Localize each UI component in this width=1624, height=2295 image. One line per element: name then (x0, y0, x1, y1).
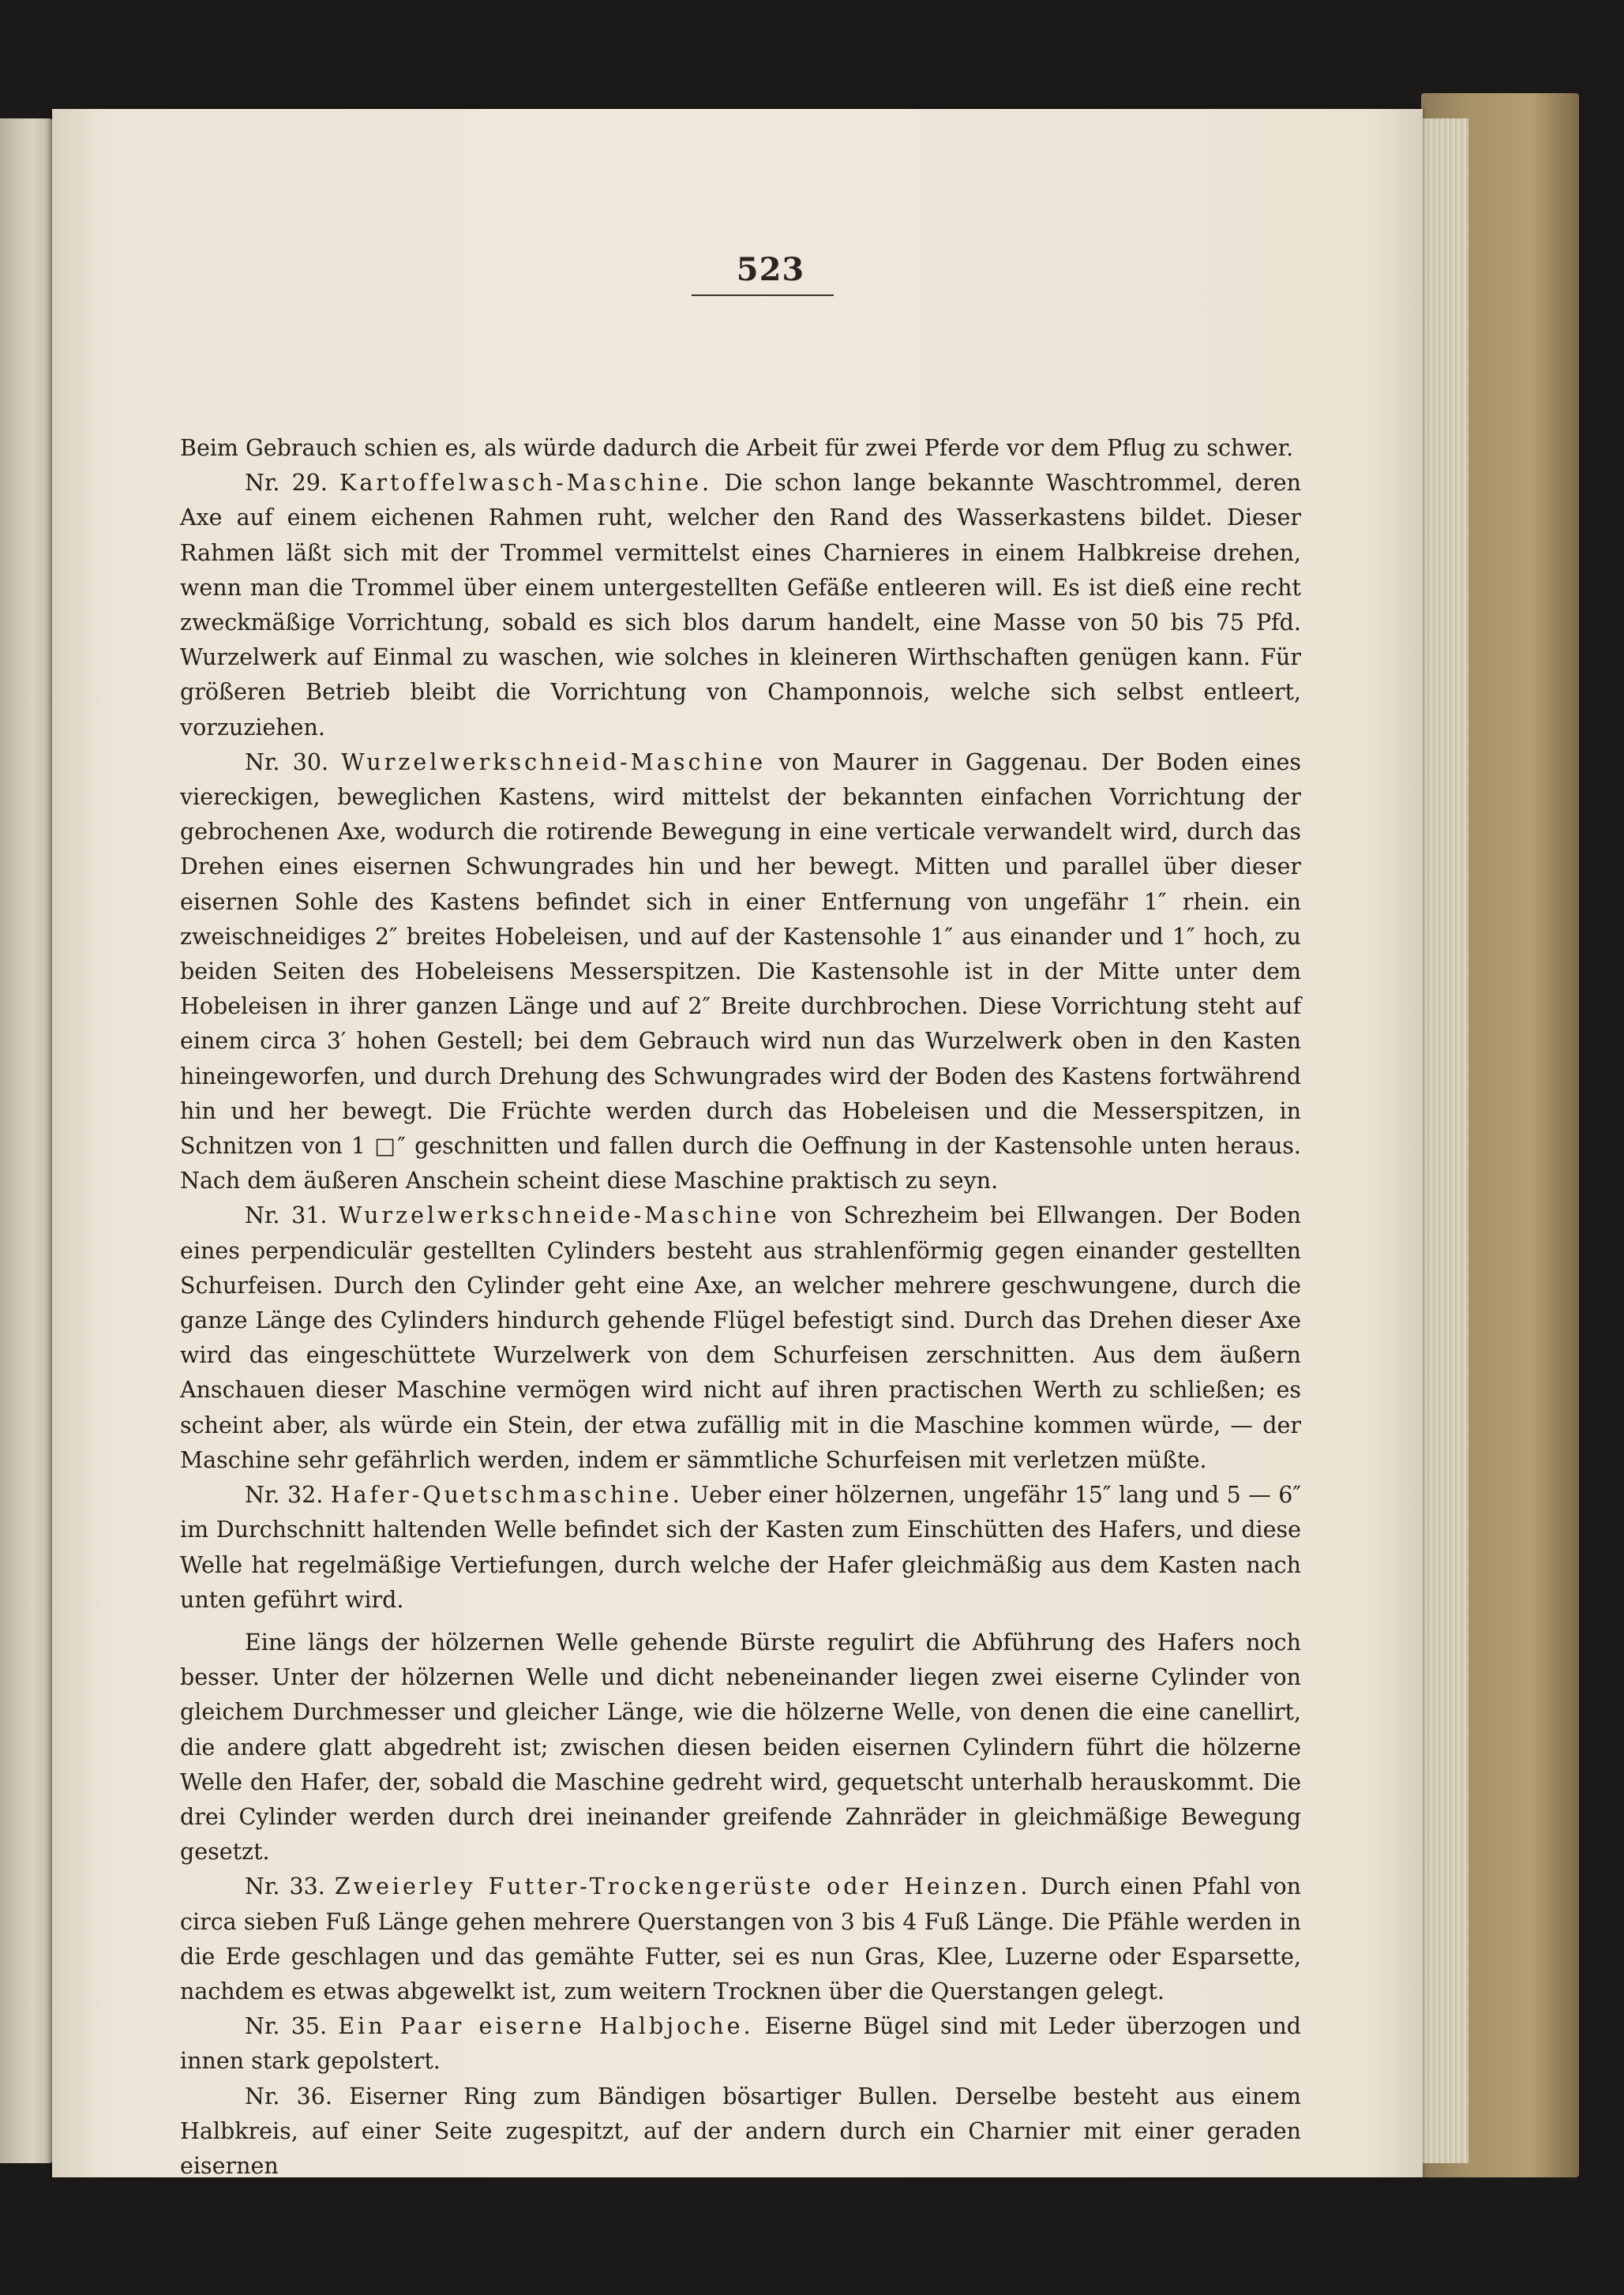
page-number: 523 (736, 251, 805, 288)
item-title: Eiserner Ring zum Bändigen bösartiger Bullen. (349, 2083, 939, 2109)
item-title: Kartoffelwasch-Maschine. (339, 470, 713, 497)
item-number: Nr. 31. (245, 1202, 328, 1229)
paragraph (180, 466, 1301, 745)
item-number: Nr. 32. (245, 1482, 324, 1509)
page-number-rule (692, 294, 834, 296)
item-title: Ein Paar eiserne Halbjoche. (338, 2013, 754, 2040)
paragraph-text: Durch einen Pfahl von circa sieben Fuß Länge gehen mehrere Querstangen von 3 bis 4 Fuß Länge. Die Pfähle werden in die Erde geschlagen und das gemähte Futter, sei es nun Gras, Klee, Luzerne oder Esparsette, nachdem es etwas abgewelkt ist, zum weitern Trocknen über die Querstangen gelegt. (180, 1873, 1301, 2004)
paragraph (180, 2009, 1301, 2079)
paragraph (180, 431, 1301, 466)
book-page (52, 109, 1423, 2177)
item-number: Nr. 33. (245, 1873, 325, 1900)
paragraph-text: Die schon lange bekannte Waschtrommel, deren Axe auf einem eichenen Rahmen ruht, welcher den Rand des Wasserkastens bildet. Dieser Rahmen läßt sich mit der Trommel vermittelst eines Charnieres in einem Halbkreise drehen, wenn man die Trommel über einem untergestellten Gefäße entleeren will. Es ist dieß eine recht zweckmäßige Vorrichtung, sobald es sich blos darum handelt, eine Masse von 50 bis 75 Pfd. Wurzelwerk auf Einmal zu waschen, wie solches in kleineren Wirthschaften genügen kann. Für größeren Betrieb bleibt die Vorrichtung von Champonnois, welche sich selbst entleert, vorzuziehen. (180, 470, 1302, 741)
item-number: Nr. 30. (245, 748, 329, 775)
paragraph-text: von Schrezheim bei Ellwangen. Der Boden eines perpendiculär gestellten Cylinders besteht aus strahlenförmig gegen einander gestellten Schurfeisen. Durch den Cylinder geht eine Axe, an welcher mehrere geschwungene, durch die ganze Länge des Cylinders hindurch gehende Flügel befestigt sind. Durch das Drehen dieser Axe wird das eingeschüttete Wurzelwerk von dem Schurfeisen zerschnitten. Aus dem äußern Anschauen dieser Maschine vermögen wird nicht auf ihren practischen Werth zu schließen; es scheint aber, als würde ein Stein, der etwa zufällig mit in die Maschine kommen würde, — der Maschine sehr gefährlich werden, indem er sämmtliche Schurfeisen mit verletzen müßte. (180, 1202, 1302, 1473)
paragraph-text: Ueber einer hölzernen, ungefähr 15″ lang und 5 — 6″ im Durchschnitt haltenden Welle befindet sich der Kasten zum Einschütten des Hafers, und diese Welle hat regelmäßige Vertiefungen, durch welche der Hafer gleichmäßig aus dem Kasten nach unten geführt wird. (180, 1482, 1301, 1613)
paragraph-text: von Maurer in Gaggenau. Der Boden eines viereckigen, beweglichen Kastens, wird mittelst der bekannten einfachen Vorrichtung der gebrochenen Axe, wodurch die rotirende Bewegung in eine verticale verwandelt wird, durch das Drehen eines eisernen Schwungrades hin und her bewegt. Mitten und parallel über dieser eisernen Sohle des Kastens befindet sich in einer Entfernung von ungefähr 1″ rhein. ein zweischneidiges 2″ breites Hobeleisen, und auf der Kastensohle 1″ aus einander und 1″ hoch, zu beiden Seiten des Hobeleisens Messerspitzen. Die Kastensohle ist in der Mitte unter dem Hobeleisen in ihrer ganzen Länge und auf 2″ Breite durchbrochen. Diese Vorrichtung steht auf einem circa 3′ hohen Gestell; bei dem Gebrauch wird nun das Wurzelwerk oben in den Kasten hineingeworfen, und durch Drehung des Schwungrades wird der Boden des Kastens fortwährend hin und her bewegt. Die Früchte werden durch das Hobeleisen und die Messerspitzen, in Schnitzen von 1 □″ geschnitten und fallen durch die Oeffnung in der Kastensohle unten heraus. Nach dem äußeren Anschein scheint diese Maschine praktisch zu seyn. (180, 748, 1301, 1194)
paragraph (180, 1869, 1301, 2009)
paragraph-text: Eine längs der hölzernen Welle gehende Bürste regulirt die Abführung des Hafers noch besser. Unter der hölzernen Welle und dicht nebeneinander liegen zwei eiserne Cylinder von gleichem Durchmesser und gleicher Länge, wie die hölzerne Welle, von denen die eine canellirt, die andere glatt abgedreht ist; zwischen diesen beiden eisernen Cylindern führt die hölzerne Welle den Hafer, der, sobald die Maschine gedreht wird, gequetscht unterhalb herauskommt. Die drei Cylinder werden durch drei ineinander greifende Zahnräder in gleichmäßige Bewegung gesetzt. (180, 1629, 1301, 1866)
item-title: Wurzelwerkschneide-Maschine (339, 1202, 780, 1229)
paragraph-text: Eiserne Bügel sind mit Leder überzogen und innen stark gepolstert. (180, 2013, 1302, 2075)
paragraph (180, 1626, 1301, 1869)
item-title: Zweierley Futter-Trockengerüste oder Heinzen. (334, 1873, 1031, 1900)
page-text (180, 431, 1301, 2184)
previous-page-edge (0, 118, 54, 2163)
item-title: Wurzelwerkschneid-Maschine (341, 748, 767, 775)
paragraph-text: Derselbe besteht aus einem Halbkreis, auf einer Seite zugespitzt, auf der andern durch ein Charnier mit einer geraden eisernen (180, 2083, 1301, 2179)
item-title: Hafer-Quetschmaschine. (330, 1482, 683, 1509)
item-number: Nr. 29. (245, 470, 328, 497)
paragraph-text: Beim Gebrauch schien es, als würde dadurch die Arbeit für zwei Pferde vor dem Pflug zu schwer. (180, 435, 1294, 461)
item-number: Nr. 36. (245, 2083, 332, 2109)
paragraph (180, 2079, 1301, 2184)
item-number: Nr. 35. (245, 2013, 328, 2040)
paragraph (180, 745, 1301, 1199)
paragraph (180, 1478, 1301, 1618)
paragraph (180, 1198, 1301, 1478)
